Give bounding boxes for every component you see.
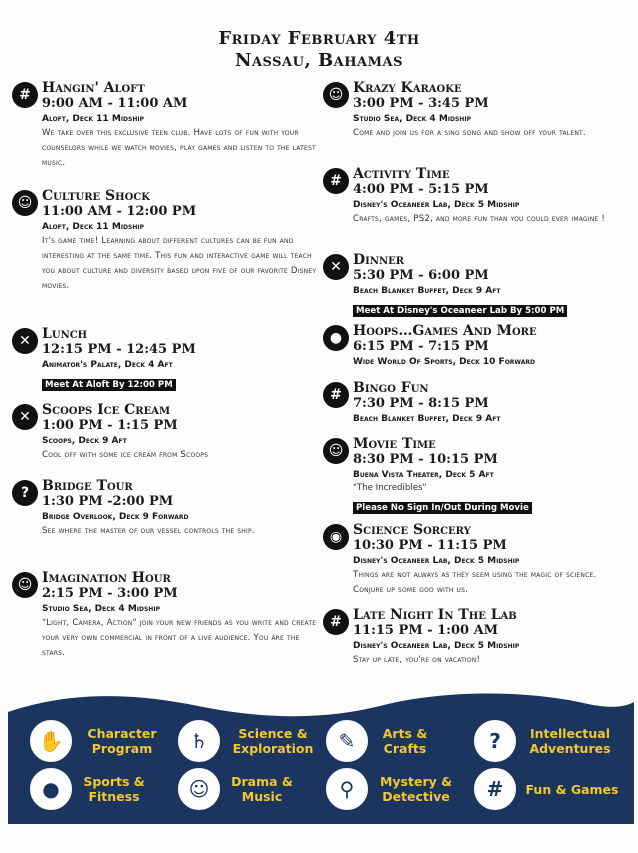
event-title: Imagination Hour (42, 570, 171, 586)
event-title: Bridge Tour (42, 478, 133, 494)
fun-games-icon: # (323, 609, 349, 635)
event-description: Crafts, games, PS2, and more fun than you could ever imagine ! (353, 214, 605, 224)
event-time: 4:00 PM - 5:15 PM (353, 182, 489, 197)
fun-games-icon: # (323, 168, 349, 194)
event-title: Krazy Karaoke (353, 80, 462, 96)
fun-games-icon: # (12, 82, 38, 108)
sports-fitness-icon: ● (30, 768, 72, 810)
event-location: Disney's Oceaneer Lab, Deck 5 Midship (353, 556, 520, 566)
drama-music-icon: ☺ (323, 82, 349, 108)
event-location: Studio Sea, Deck 4 Midship (42, 604, 160, 614)
event-time: 3:00 PM - 3:45 PM (353, 96, 489, 111)
event-description: Things are not always as they seem using the magic of science. Conjure up some goo with us. (353, 570, 597, 595)
dining-icon: ✕ (12, 328, 38, 354)
dining-icon: ✕ (323, 254, 349, 280)
drama-music-icon: ☺ (323, 438, 349, 464)
event-note: Meet At Disney's Oceaneer Lab By 5:00 PM (353, 305, 567, 317)
mystery-detective-icon: ⚲ (326, 768, 368, 810)
event-description: We take over this exclusive teen club. Have lots of fun with your counselors while we watch movies, play games and listen to the latest music. (42, 128, 316, 168)
arts-crafts-icon: ✎ (326, 720, 368, 762)
event-time: 9:00 AM - 11:00 AM (42, 96, 188, 111)
legend-label: Fun & Games (525, 781, 619, 797)
event-description: Stay up late, you're on vacation! (353, 655, 481, 665)
event-title: Late Night In The Lab (353, 607, 517, 623)
event-location: Scoops, Deck 9 Aft (42, 436, 127, 446)
event-note: Please No Sign In/Out During Movie (353, 502, 532, 514)
page-title-day: Friday February 4th (218, 28, 420, 49)
legend-item-intellectual-adventures (474, 720, 616, 762)
legend-item-arts-crafts (326, 720, 434, 762)
event-time: 1:30 PM -2:00 PM (42, 494, 174, 509)
event-time: 11:15 PM - 1:00 AM (353, 623, 499, 638)
event-location: Disney's Oceaneer Lab, Deck 5 Midship (353, 641, 520, 651)
event-description: It's game time! Learning about different cultures can be fun and interesting at the same time. This fun and interactive game will teach you about culture and diversity based upon five of our favorite Disney movies. (42, 236, 317, 291)
sports-icon: ● (323, 325, 349, 351)
event-location: Wide World Of Sports, Deck 10 Forward (353, 357, 536, 367)
event-location: Aloft, Deck 11 Midship (42, 222, 144, 232)
event-title: Culture Shock (42, 188, 150, 204)
event-time: 10:30 PM - 11:15 PM (353, 538, 507, 553)
event-time: 5:30 PM - 6:00 PM (353, 268, 489, 283)
event-title: Activity Time (353, 166, 450, 182)
science-exploration-icon: ♄ (178, 720, 220, 762)
event-time: 12:15 PM - 12:45 PM (42, 342, 196, 357)
legend-label: Science & Exploration (232, 726, 314, 756)
fun-games-icon: # (323, 382, 349, 408)
event-time: 6:15 PM - 7:15 PM (353, 339, 489, 354)
event-time: 1:00 PM - 1:15 PM (42, 418, 178, 433)
legend-item-mystery-detective (326, 768, 456, 810)
page-title-port: Nassau, Bahamas (234, 50, 404, 71)
legend-label: Arts & Crafts (382, 726, 428, 756)
event-location: Beach Blanket Buffet, Deck 9 Aft (353, 286, 501, 296)
drama-music-icon: ☺ (12, 572, 38, 598)
intellectual-icon: ? (12, 480, 38, 506)
event-description: See where the master of our vessel controls the ship. (42, 526, 255, 536)
event-time: 2:15 PM - 3:00 PM (42, 586, 178, 601)
legend-label: Character Program (87, 726, 157, 756)
event-location: Aloft, Deck 11 Midship (42, 114, 144, 124)
fun-games-icon: # (474, 768, 516, 810)
legend-item-drama-music (178, 768, 296, 810)
legend-label: Intellectual Adventures (529, 726, 611, 756)
event-description: "Light, Camera, Action" join your new friends as you write and create your very own commercial in front of a live audience. You are the stars. (42, 618, 317, 658)
event-title: Bingo Fun (353, 380, 429, 396)
event-movie-title: "The Incredibles" (353, 483, 427, 493)
legend-panel (8, 690, 634, 824)
event-time: 8:30 PM - 10:15 PM (353, 452, 498, 467)
event-description: Come and join us for a sing song and show off your talent. (353, 128, 586, 138)
event-title: Movie Time (353, 436, 436, 452)
legend-item-fun-games (474, 768, 620, 810)
legend-label: Mystery & Detective (379, 774, 453, 804)
event-location: Bridge Overlook, Deck 9 Forward (42, 512, 189, 522)
event-title: Hoops…Games And More (353, 323, 537, 339)
event-note: Meet At Aloft By 12:00 PM (42, 379, 176, 391)
event-location: Disney's Oceaneer Lab, Deck 5 Midship (353, 200, 520, 210)
intellectual-adventures-icon: ? (474, 720, 516, 762)
legend-item-character-program (30, 720, 164, 762)
drama-music-icon: ☺ (12, 190, 38, 216)
page-header (0, 28, 638, 72)
event-title: Lunch (42, 326, 88, 342)
event-location: Animator's Palate, Deck 4 Aft (42, 360, 173, 370)
event-title: Science Sorcery (353, 522, 471, 538)
event-time: 7:30 PM - 8:15 PM (353, 396, 489, 411)
event-title: Hangin' Aloft (42, 80, 145, 96)
drama-music-icon: ☺ (178, 768, 220, 810)
legend-item-sports-fitness (30, 768, 148, 810)
event-location: Beach Blanket Buffet, Deck 9 Aft (353, 414, 501, 424)
event-description: Cool off with some ice cream from Scoops (42, 450, 209, 460)
event-title: Scoops Ice Cream (42, 402, 171, 418)
dining-icon: ✕ (12, 404, 38, 430)
event-title: Dinner (353, 252, 405, 268)
event-location: Studio Sea, Deck 4 Midship (353, 114, 471, 124)
legend-item-science-exploration (178, 720, 318, 762)
legend-label: Sports & Fitness (83, 774, 145, 804)
legend-label: Drama & Music (231, 774, 293, 804)
event-location: Buena Vista Theater, Deck 5 Aft (353, 470, 494, 480)
event-time: 11:00 AM - 12:00 PM (42, 204, 197, 219)
science-icon: ◉ (323, 524, 349, 550)
character-program-icon: ✋ (30, 720, 72, 762)
